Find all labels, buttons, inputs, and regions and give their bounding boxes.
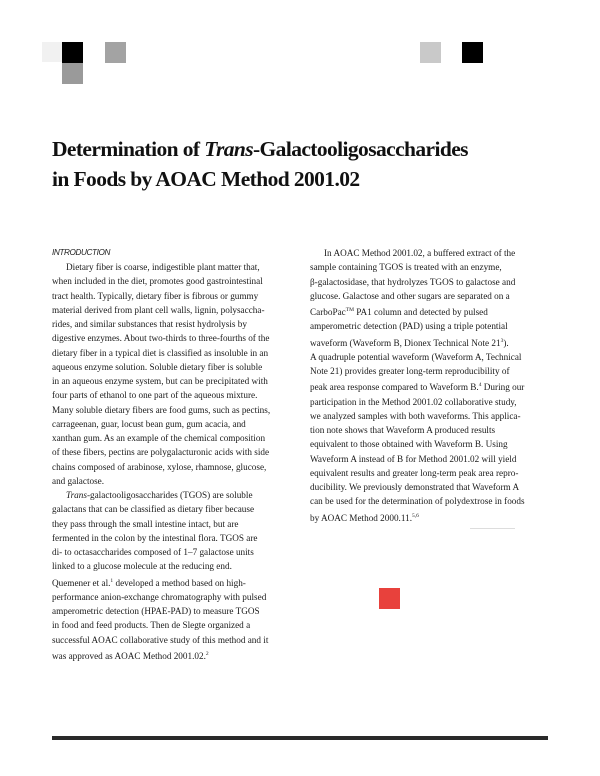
title-line-1 bbox=[52, 134, 552, 164]
body-line: we analyzed samples with both waveforms. This applica- bbox=[310, 410, 521, 421]
reference-3: 3 bbox=[500, 337, 504, 344]
body-line: peak area response compared to Waveform B.$^4$ During our bbox=[310, 382, 525, 393]
reference-5-6: 5,6 bbox=[412, 512, 419, 519]
body-line: in an aqueous enzyme system, but can be precipitated with bbox=[52, 376, 268, 386]
body-line: waveform (Waveform B, Dionex Technical Note $21^3$). bbox=[310, 337, 509, 348]
body-line: chains composed of arabinose, xylose, rhamnose, glucose, bbox=[52, 461, 267, 472]
title-rest: -Galactooligosaccharides bbox=[253, 137, 468, 161]
body-line: Dietary fiber is coarse, indigestible plant matter that, bbox=[66, 262, 260, 272]
body-line: Trans-galactooligosaccharides (TGOS) are soluble bbox=[66, 490, 253, 500]
body-line: participation in the Method 2001.02 collaborative study, bbox=[310, 396, 517, 407]
body-line: of these fibers, pectins are polygalacturonic acids with side bbox=[52, 447, 270, 458]
body-line: material derived from plant cell walls, lignin, polysaccha- bbox=[52, 304, 265, 315]
right-column bbox=[310, 246, 555, 525]
body-line: successful AOAC collaborative study of this method and it bbox=[52, 634, 269, 645]
body-line: and galactose. bbox=[52, 475, 105, 486]
body-line: galactans that can be classified as dietary fiber because bbox=[52, 504, 255, 515]
decor-square-black-left bbox=[62, 42, 83, 63]
title-italic-trans: Trans bbox=[204, 137, 253, 161]
body-line: A quadruple potential waveform (Waveform A, Technical bbox=[310, 351, 522, 362]
decor-square-gray-left-low bbox=[62, 63, 83, 84]
body-line: β-galactosidase, that hydrolyzes TGOS to galactose and bbox=[310, 276, 516, 287]
left-column bbox=[52, 246, 295, 663]
body-line: equivalent to those obtained with Waveform B. Using bbox=[310, 439, 508, 450]
body-line: glucose. Galactose and other sugars are separated on a bbox=[310, 290, 510, 301]
body-line: when included in the diet, promotes good gastrointestinal bbox=[52, 276, 263, 287]
title-line-2: in Foods by AOAC Method 2001.02 bbox=[52, 167, 360, 191]
decor-square-black-right bbox=[462, 42, 483, 63]
body-line: di- to octasaccharides composed of 1–7 galactose units bbox=[52, 547, 254, 557]
body-line: in food and feed products. Then de Slegte organized a bbox=[52, 620, 251, 631]
body-line: dietary fiber in a typical diet is classified as insoluble in an bbox=[52, 347, 269, 358]
section-heading-introduction: INTRODUCTION bbox=[52, 248, 110, 257]
body-line: linked to a glucose molecule at the reducing end. bbox=[52, 561, 232, 572]
body-line: xanthan gum. As an example of the chemical composition bbox=[52, 433, 266, 443]
body-line: In AOAC Method 2001.02, a buffered extract of the bbox=[324, 248, 516, 258]
reference-4: 4 bbox=[478, 382, 482, 389]
body-line: rides, and similar substances that resist hydrolysis by bbox=[52, 319, 247, 329]
body-line: Many soluble dietary fibers are food gums, such as pectins, bbox=[52, 404, 271, 415]
decor-square-gray-left bbox=[105, 42, 126, 63]
body-line: digestive enzymes. About two-thirds to three-fourths of the bbox=[52, 333, 270, 344]
body-line: carrageenan, guar, locust bean gum, gum acacia, and bbox=[52, 418, 246, 429]
body-line: amperometric detection (HPAE-PAD) to measure TGOS bbox=[52, 606, 260, 617]
reference-1: 1 bbox=[110, 577, 114, 584]
body-line: performance anion-exchange chromatography with pulsed bbox=[52, 591, 267, 602]
body-line: fermented in the colon by the intestinal flora. TGOS are bbox=[52, 532, 258, 543]
body-line: Quemener et al.$^1$ developed a method based on high- bbox=[52, 577, 246, 588]
body-line: ducibility. We previously demonstrated that Waveform A bbox=[310, 482, 520, 493]
footer-rule bbox=[52, 736, 548, 740]
body-line: four parts of ethanol to one part of the aqueous mixture. bbox=[52, 390, 258, 401]
body-line: they pass through the small intestine intact, but are bbox=[52, 518, 239, 529]
reference-2: 2 bbox=[205, 650, 209, 657]
body-line: tion note shows that Waveform A produced results bbox=[310, 425, 496, 436]
decor-square-light-right bbox=[420, 42, 441, 63]
body-line: by AOAC Method 2000.11.$^{5,6}$ bbox=[310, 512, 419, 523]
decor-square-faint bbox=[42, 42, 62, 62]
body-line: aqueous enzyme solution. Soluble dietary fiber is soluble bbox=[52, 361, 263, 372]
body-line: Waveform A instead of B for Method 2001.02 will yield bbox=[310, 453, 517, 464]
decor-square-red bbox=[379, 588, 400, 609]
body-line: can be used for the determination of polydextrose in foods bbox=[310, 496, 525, 507]
body-line: equivalent results and greater long-term peak area repro- bbox=[310, 467, 519, 478]
body-line: tract health. Typically, dietary fiber is fibrous or gummy bbox=[52, 290, 259, 301]
faint-rule bbox=[470, 528, 515, 529]
article-title bbox=[52, 134, 552, 194]
trademark-sup: TM bbox=[345, 307, 354, 313]
body-line: Note 21) provides greater long-term reproducibility of bbox=[310, 366, 510, 377]
italic-trans: Trans bbox=[66, 490, 87, 500]
body-line: sample containing TGOS is treated with an enzyme, bbox=[310, 262, 502, 273]
body-line: amperometric detection (PAD) using a triple potential bbox=[310, 321, 508, 332]
body-line: was approved as AOAC Method 2001.02.$^2$ bbox=[52, 650, 209, 661]
body-line: CarboPac™ PA1 column and detected by pulsed bbox=[310, 307, 488, 318]
title-prefix: Determination of bbox=[52, 137, 205, 161]
